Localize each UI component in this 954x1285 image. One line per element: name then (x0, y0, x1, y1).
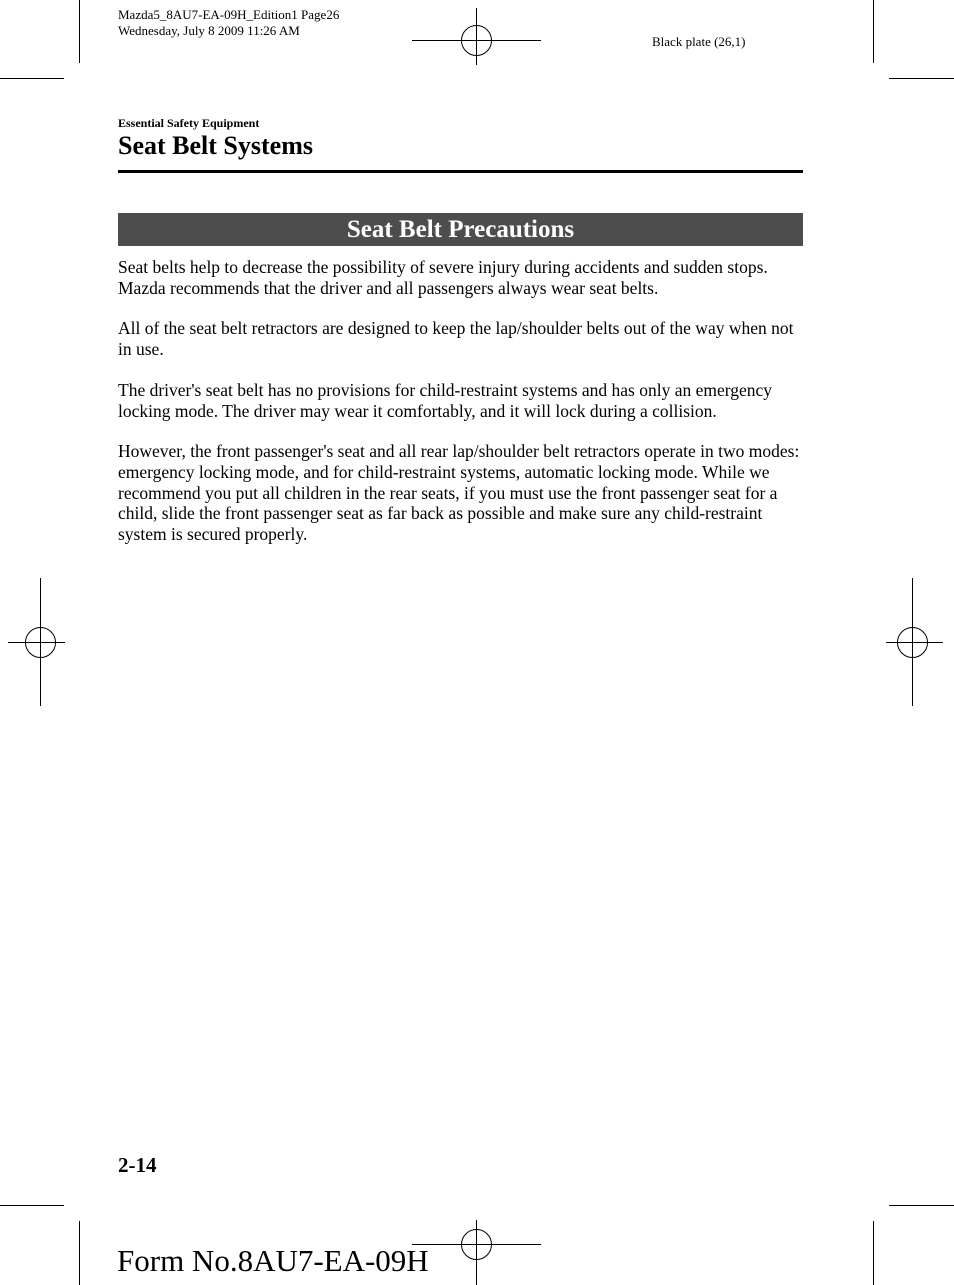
paragraph: The driver's seat belt has no provisions for child-restraint systems and has only an emergency locking mode. The driver may wear it comfortably, and it will lock during a collision. (118, 379, 773, 421)
paragraph: All of the seat belt retractors are designed to keep the lap/shoulder belts out of the way when not in use. (118, 318, 794, 360)
crop-mark-bottom-right-horizontal (889, 1205, 954, 1206)
crop-mark-top-left-vertical (79, 0, 80, 63)
form-number: Form No.8AU7-EA-09H (117, 1243, 429, 1278)
registration-mark-bottom-circle (461, 1229, 492, 1260)
crop-mark-top-left-horizontal (0, 78, 64, 79)
page-title: Seat Belt Systems (118, 131, 313, 160)
print-slug-timestamp: Wednesday, July 8 2009 11:26 AM (118, 23, 300, 38)
crop-mark-bottom-right-vertical (873, 1221, 874, 1285)
subsection-banner: Seat Belt Precautions (118, 213, 803, 246)
registration-mark-left-circle (25, 627, 56, 658)
crop-mark-top-right-horizontal (889, 78, 954, 79)
plate-label: Black plate (26,1) (652, 34, 746, 49)
print-slug-filename: Mazda5_8AU7-EA-09H_Edition1 Page26 (118, 7, 340, 22)
registration-mark-right-circle (897, 627, 928, 658)
title-rule (118, 170, 803, 173)
crop-mark-top-right-vertical (873, 0, 874, 63)
registration-mark-top-circle (461, 25, 492, 56)
section-label: Essential Safety Equipment (118, 116, 260, 130)
paragraph: Seat belts help to decrease the possibility of severe injury during accidents and sudden stops. Mazda recommends that the driver and all passengers always wear seat belts. (118, 257, 768, 298)
page-number: 2-14 (118, 1153, 157, 1177)
print-slug (118, 7, 339, 39)
paragraph: However, the front passenger's seat and all rear lap/shoulder belt retractors operate in two modes: emergency locking mode, and for child-restraint systems, automatic locking mode. While we recommend you put all children in the rear seats, if you must use the front passenger seat for a child, slide the front passenger seat as far back as possible and make sure any child-restraint system is secured properly. (118, 441, 800, 545)
body-text (118, 257, 808, 565)
crop-mark-bottom-left-vertical (79, 1221, 80, 1285)
crop-mark-bottom-left-horizontal (0, 1205, 64, 1206)
